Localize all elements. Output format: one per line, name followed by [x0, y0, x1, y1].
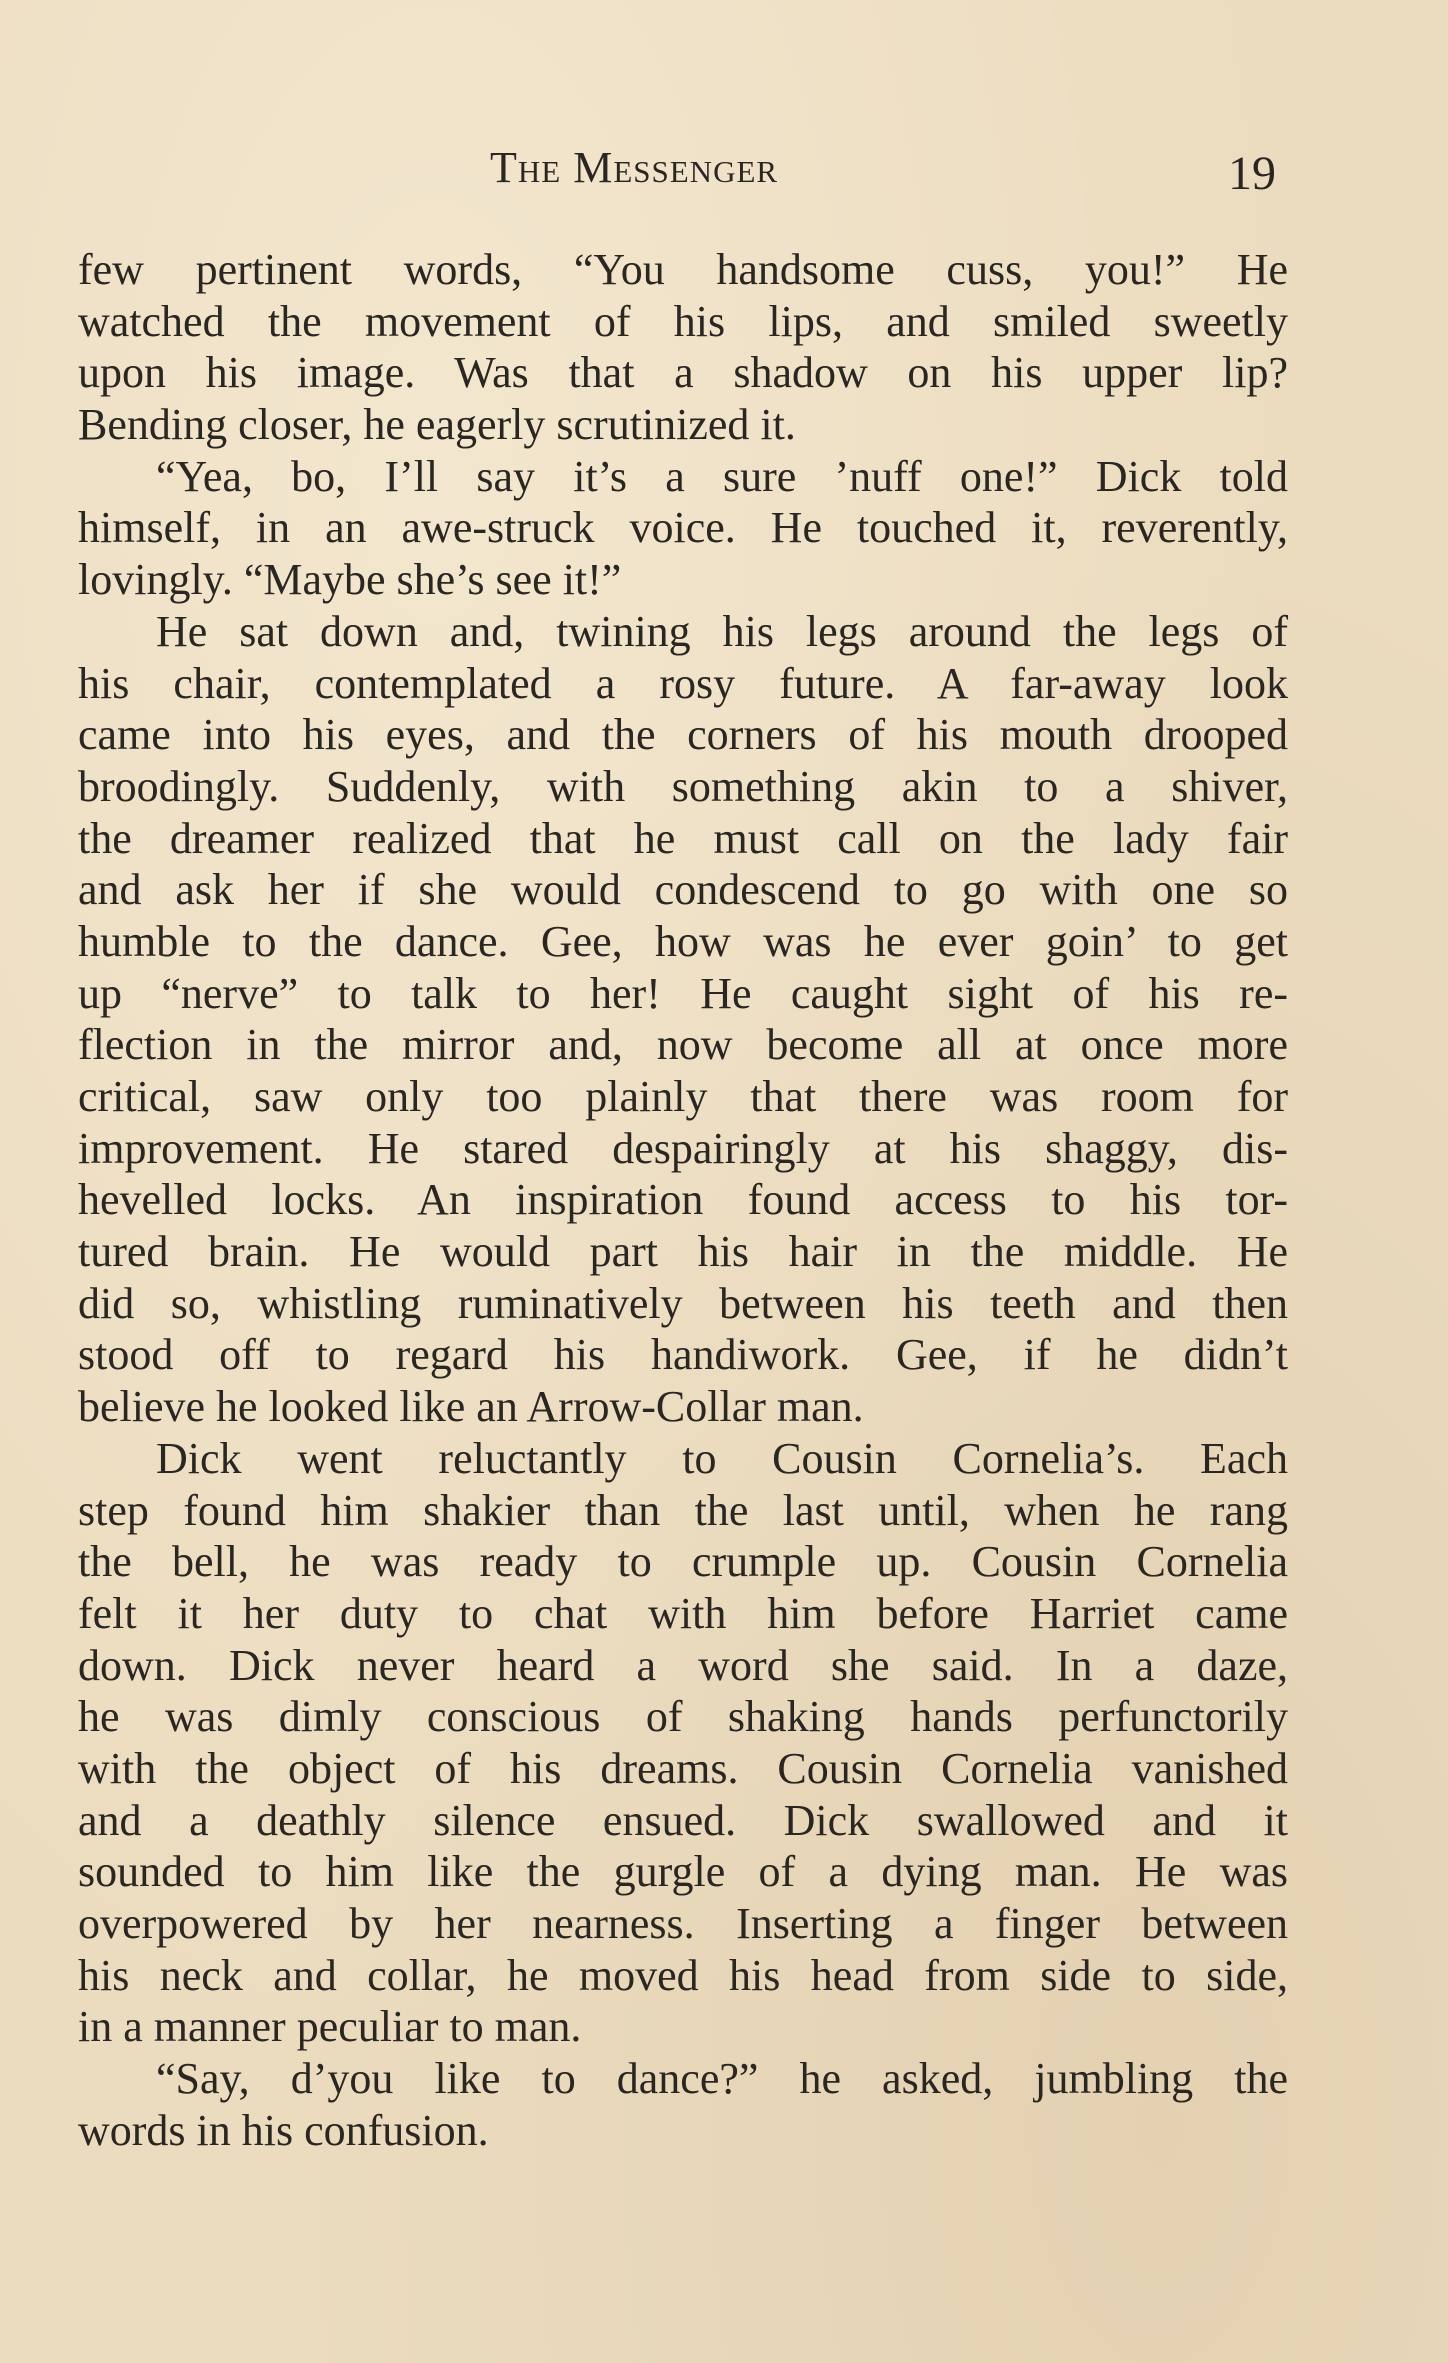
- text-line: critical, saw only too plainly that there was room for: [78, 1072, 1288, 1121]
- text-line: improvement. He stared despairingly at his shaggy, dis-: [78, 1123, 1288, 1173]
- page-number: 19: [1228, 147, 1276, 200]
- text-line: did so, whistling ruminatively between his teeth and then: [78, 1278, 1288, 1328]
- running-title: The Messenger: [490, 143, 779, 192]
- text-line: tured brain. He would part his hair in the middle. He: [78, 1227, 1288, 1277]
- text-line: believe he looked like an Arrow-Collar man.: [78, 1382, 864, 1432]
- text-line: humble to the dance. Gee, how was he ever goin’ to get: [78, 916, 1288, 966]
- text-line: the dreamer realized that he must call on the lady fair: [78, 813, 1288, 863]
- text-line: his neck and collar, he moved his head from side to side,: [78, 1950, 1288, 2000]
- text-line: stood off to regard his handiwork. Gee, if he didn’t: [78, 1330, 1288, 1380]
- text-line: watched the movement of his lips, and smiled sweetly: [78, 296, 1288, 346]
- text-line: “Yea, bo, I’ll say it’s a sure ’nuff one!” Dick told: [156, 451, 1288, 501]
- text-line: “Say, d’you like to dance?” he asked, jumbling the: [156, 2054, 1288, 2104]
- text-line: few pertinent words, “You handsome cuss, you!” He: [78, 245, 1288, 294]
- text-line: Dick went reluctantly to Cousin Cornelia’s. Each: [156, 1433, 1288, 1483]
- text-line: step found him shakier than the last until, when he rang: [78, 1485, 1288, 1535]
- text-line: sounded to him like the gurgle of a dying man. He was: [78, 1847, 1288, 1897]
- text-line: his chair, contemplated a rosy future. A far-away look: [78, 658, 1288, 708]
- body-text: [78, 244, 1288, 2156]
- text-line: He sat down and, twining his legs around the legs of: [156, 606, 1288, 656]
- text-line: flection in the mirror and, now become all at once more: [78, 1020, 1288, 1070]
- text-line: broodingly. Suddenly, with something akin to a shiver,: [78, 761, 1288, 811]
- text-line: with the object of his dreams. Cousin Cornelia vanished: [78, 1743, 1288, 1793]
- text-line: words in his confusion.: [78, 2105, 489, 2155]
- text-line: the bell, he was ready to crumple up. Cousin Cornelia: [78, 1537, 1288, 1587]
- text-line: himself, in an awe-struck voice. He touched it, reverently,: [78, 503, 1288, 553]
- text-line: Bending closer, he eagerly scrutinized it.: [78, 400, 796, 450]
- text-line: down. Dick never heard a word she said. In a daze,: [78, 1640, 1288, 1690]
- text-line: overpowered by her nearness. Inserting a finger between: [78, 1899, 1288, 1948]
- text-line: in a manner peculiar to man.: [78, 2002, 582, 2052]
- text-line: up “nerve” to talk to her! He caught sight of his re-: [78, 968, 1288, 1018]
- text-line: lovingly. “Maybe she’s see it!”: [78, 555, 622, 605]
- text-line: came into his eyes, and the corners of his mouth drooped: [78, 710, 1288, 760]
- text-line: and a deathly silence ensued. Dick swallowed and it: [78, 1795, 1288, 1845]
- text-line: he was dimly conscious of shaking hands perfunctorily: [78, 1692, 1288, 1742]
- text-line: hevelled locks. An inspiration found access to his tor-: [78, 1175, 1288, 1225]
- text-line: upon his image. Was that a shadow on his upper lip?: [78, 348, 1288, 398]
- text-line: felt it her duty to chat with him before Harriet came: [78, 1588, 1288, 1638]
- text-line: and ask her if she would condescend to go with one so: [78, 865, 1288, 915]
